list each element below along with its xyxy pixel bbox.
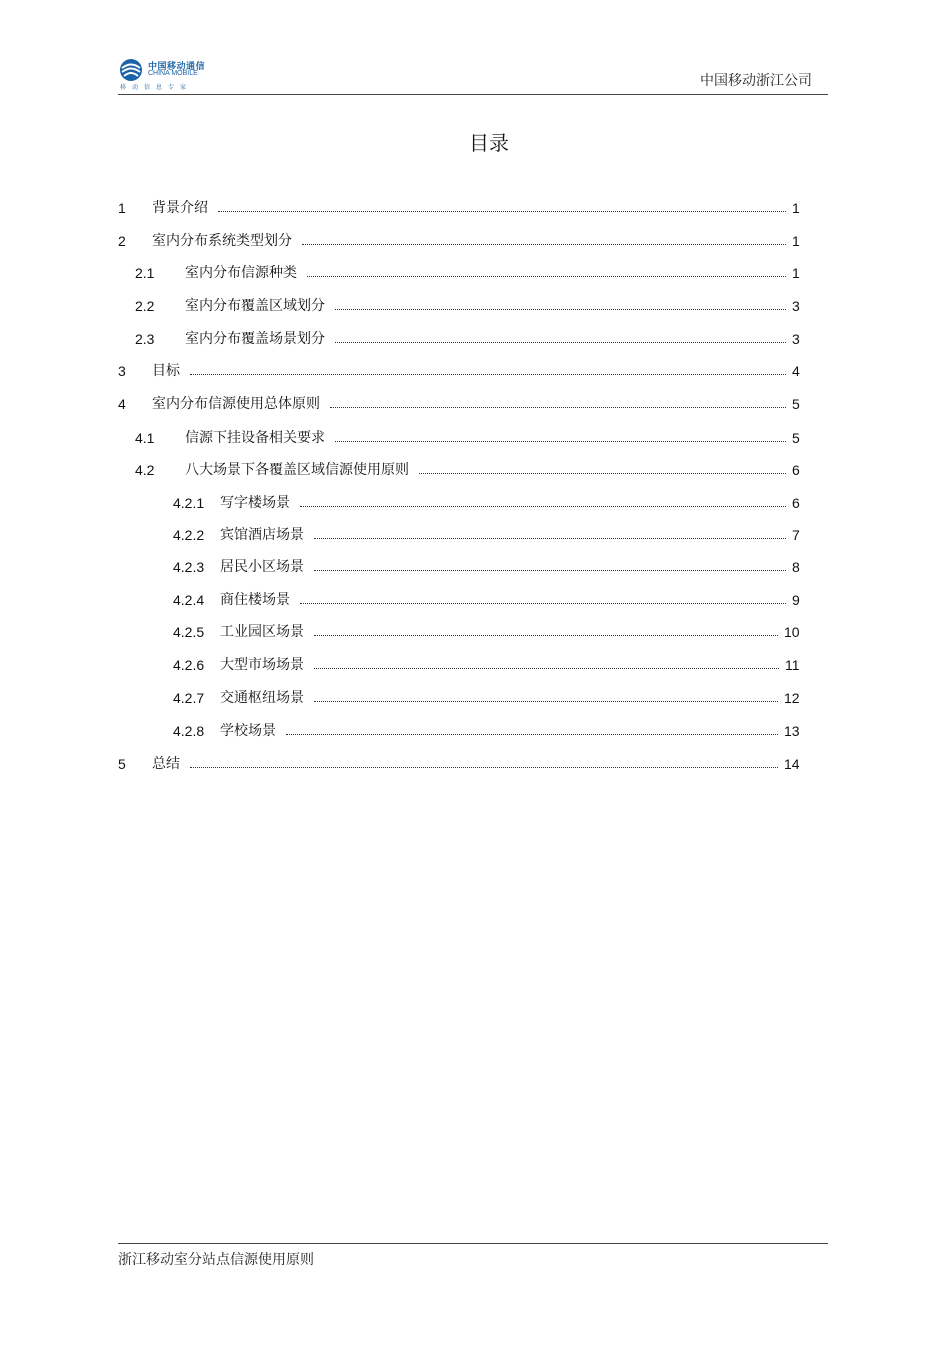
toc-entry-leader (330, 407, 786, 408)
toc-entry-leader (300, 603, 786, 604)
toc-entry-number: 4.2.1 (173, 495, 205, 511)
toc-entry-title: 商住楼场景 (220, 592, 290, 608)
toc-entry-title: 学校场景 (220, 723, 276, 739)
toc-entry-number: 4.2.6 (173, 657, 205, 673)
toc-entry[interactable] (118, 329, 818, 349)
toc-entry-leader (314, 701, 778, 702)
toc-entry-number: 2.1 (135, 265, 155, 281)
toc-entry-leader (302, 244, 786, 245)
toc-entry-number: 4.2.5 (173, 624, 205, 640)
toc-entry-number: 4.2.3 (173, 559, 205, 575)
toc-entry[interactable] (118, 622, 818, 642)
toc-entry[interactable] (118, 231, 818, 251)
toc-entry-title: 目标 (152, 363, 180, 379)
china-mobile-logo (118, 58, 218, 94)
toc-entry-number: 4.1 (135, 430, 155, 446)
toc-entry-leader (307, 276, 786, 277)
toc-entry-number: 1 (118, 200, 126, 216)
toc-entry-number: 4.2.7 (173, 690, 205, 706)
toc-entry[interactable] (118, 263, 818, 283)
toc-entry-page: 3 (792, 331, 800, 347)
toc-entry-page: 1 (792, 265, 800, 281)
toc-entry-title: 总结 (152, 756, 180, 772)
toc-entry-page: 13 (784, 723, 800, 739)
toc-entry-title: 居民小区场景 (220, 559, 304, 575)
toc-entry-title: 室内分布覆盖区域划分 (185, 298, 325, 314)
toc-entry-leader (190, 374, 786, 375)
toc-entry-page: 8 (792, 559, 800, 575)
toc-entry-leader (314, 668, 779, 669)
header-rule (118, 94, 828, 95)
toc-entry-title: 室内分布覆盖场景划分 (185, 331, 325, 347)
toc-entry-number: 2.3 (135, 331, 155, 347)
toc-entry-title: 工业园区场景 (220, 624, 304, 640)
toc-entry-title: 室内分布信源种类 (185, 265, 297, 281)
toc-entry-page: 6 (792, 462, 800, 478)
toc-entry[interactable] (118, 655, 818, 675)
toc-entry-title: 交通枢纽场景 (220, 690, 304, 706)
toc-entry-title: 大型市场场景 (220, 657, 304, 673)
toc-entry-page: 1 (792, 200, 800, 216)
toc-entry-page: 6 (792, 495, 800, 511)
logo-english-name: CHINA MOBILE (148, 70, 198, 77)
toc-entry-page: 1 (792, 233, 800, 249)
header-company-name: 中国移动浙江公司 (700, 73, 812, 89)
toc-entry-number: 5 (118, 756, 126, 772)
toc-entry-leader (300, 506, 786, 507)
toc-entry-page: 10 (784, 624, 800, 640)
toc-entry-page: 14 (784, 756, 800, 772)
toc-entry-leader (335, 342, 786, 343)
toc-entry-title: 写字楼场景 (220, 495, 290, 511)
logo-chinese-name: 中国移动通信 (148, 62, 206, 72)
toc-entry-number: 4.2.2 (173, 527, 205, 543)
toc-entry-title: 背景介绍 (152, 200, 208, 216)
toc-entry-number: 2.2 (135, 298, 155, 314)
toc-entry-title: 信源下挂设备相关要求 (185, 430, 325, 446)
toc-entry-leader (286, 734, 778, 735)
toc-entry-number: 4.2.8 (173, 723, 205, 739)
toc-entry[interactable] (118, 525, 818, 545)
toc-entry-leader (314, 570, 786, 571)
toc-entry-page: 5 (792, 396, 800, 412)
toc-entry-leader (218, 211, 786, 212)
toc-entry-number: 3 (118, 363, 126, 379)
toc-entry[interactable] (118, 296, 818, 316)
toc-entry-page: 12 (784, 690, 800, 706)
toc-entry-page: 7 (792, 527, 800, 543)
toc-entry-number: 4.2 (135, 462, 155, 478)
page-title: 目录 (469, 131, 509, 155)
china-mobile-logo-icon (118, 58, 144, 82)
toc-entry-number: 4.2.4 (173, 592, 205, 608)
toc-entry-title: 室内分布信源使用总体原则 (152, 396, 320, 412)
toc-entry-leader (190, 767, 778, 768)
toc-entry[interactable] (118, 493, 818, 513)
toc-entry[interactable] (118, 394, 818, 414)
toc-entry-leader (314, 635, 778, 636)
toc-entry-number: 2 (118, 233, 126, 249)
footer-text: 浙江移动室分站点信源使用原则 (118, 1252, 314, 1268)
toc-entry[interactable] (118, 198, 818, 218)
toc-entry[interactable] (118, 361, 818, 381)
toc-entry[interactable] (118, 557, 818, 577)
toc-entry-page: 11 (785, 657, 800, 673)
toc-entry-page: 5 (792, 430, 800, 446)
toc-entry[interactable] (118, 754, 818, 774)
toc-entry-leader (335, 441, 786, 442)
toc-entry[interactable] (118, 721, 818, 741)
toc-entry-leader (335, 309, 786, 310)
toc-entry-page: 9 (792, 592, 800, 608)
toc-entry-page: 4 (792, 363, 800, 379)
toc-entry-page: 3 (792, 298, 800, 314)
toc-entry[interactable] (118, 428, 818, 448)
toc-entry-leader (419, 473, 786, 474)
logo-slogan: 移动信息专家 (120, 84, 193, 91)
toc-entry-title: 宾馆酒店场景 (220, 527, 304, 543)
toc-entry-title: 八大场景下各覆盖区域信源使用原则 (185, 462, 409, 478)
toc-entry-number: 4 (118, 396, 126, 412)
footer-rule (118, 1243, 828, 1244)
toc-entry[interactable] (118, 460, 818, 480)
toc-entry[interactable] (118, 688, 818, 708)
toc-entry[interactable] (118, 590, 818, 610)
toc-entry-title: 室内分布系统类型划分 (152, 233, 292, 249)
toc-entry-leader (314, 538, 786, 539)
